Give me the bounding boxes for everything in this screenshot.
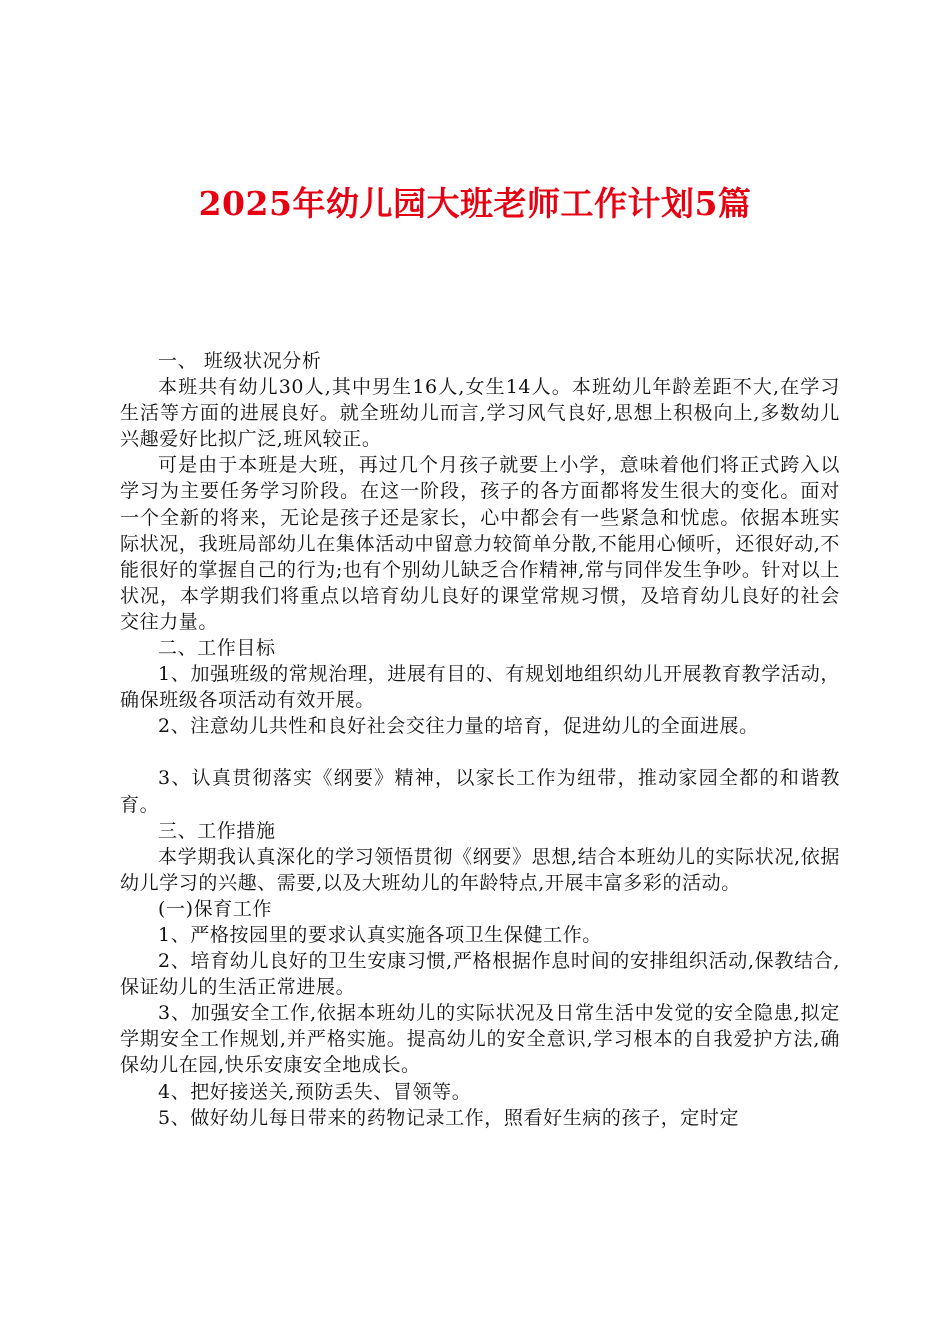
section-heading-work-goals: 二、工作目标 (158, 637, 276, 660)
care-item-4: 4、把好接送关,预防丢失、冒领等。 (158, 1080, 472, 1103)
care-item-3: 3、加强安全工作,依据本班幼儿的实际状况及日常生活中发觉的安全隐患,拟定学期安全工作规划,并严格实施。提高幼儿的安全意识,学习根本的自我爱护方法,确保幼儿在园,快乐安康安全地成长。 (120, 1002, 840, 1077)
paragraph-class-situation: 可是由于本班是大班，再过几个月孩子就要上小学，意味着他们将正式跨入以学习为主要任务学习阶段。在这一阶段，孩子的各方面都将发生很大的变化。面对一个全新的将来，无论是孩子还是家长，心中都会有一些紧急和忧虑。依据本班实际状况，我班局部幼儿在集体活动中留意力较简单分散,不能用心倾听，还很好动,不能很好的掌握自己的行为;也有个别幼儿缺乏合作精神,常与同伴发生争吵。针对以上状况，本学期我们将重点以培育幼儿良好的课堂常规习惯，及培育幼儿良好的社会交往力量。 (120, 454, 840, 633)
goal-item-2: 2、注意幼儿共性和良好社会交往力量的培育，促进幼儿的全面进展。 (158, 715, 759, 738)
goal-item-3: 3、认真贯彻落实《纲要》精神，以家长工作为纽带，推动家园全都的和谐教育。 (120, 767, 840, 816)
document-body (120, 348, 840, 1131)
paragraph-measures-intro: 本学期我认真深化的学习领悟贯彻《纲要》思想,结合本班幼儿的实际状况,依据幼儿学习的兴趣、需要,以及大班幼儿的年龄特点,开展丰富多彩的活动。 (120, 845, 840, 894)
section-heading-work-measures: 三、工作措施 (158, 819, 276, 842)
subsection-heading-care-work: (一)保育工作 (158, 897, 273, 920)
care-item-1: 1、严格按园里的要求认真实施各项卫生保健工作。 (158, 923, 602, 946)
page-title: 2025年幼儿园大班老师工作计划5篇 (198, 184, 752, 223)
goal-item-1: 1、加强班级的常规治理，进展有目的、有规划地组织幼儿开展教育教学活动，确保班级各项活动有效开展。 (120, 663, 840, 712)
care-item-5: 5、做好幼儿每日带来的药物记录工作，照看好生病的孩子，定时定 (158, 1106, 740, 1129)
care-item-2: 2、培育幼儿良好的卫生安康习惯,严格根据作息时间的安排组织活动,保教结合,保证幼儿的生活正常进展。 (120, 950, 840, 999)
paragraph-class-size: 本班共有幼儿30人,其中男生16人,女生14人。本班幼儿年龄差距不大,在学习生活等方面的进展良好。就全班幼儿而言,学习风气良好,思想上积极向上,多数幼儿兴趣爱好比拟广泛,班风较正。 (120, 376, 840, 451)
blank-line (120, 739, 840, 765)
section-heading-class-analysis: 一、 班级状况分析 (158, 350, 322, 372)
